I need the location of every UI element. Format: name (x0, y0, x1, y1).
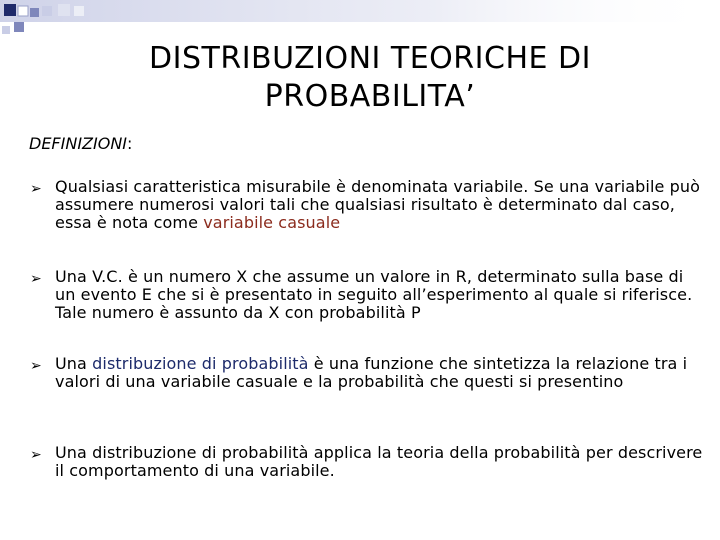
title-line-2: PROBABILITA’ (264, 79, 476, 114)
highlight-term: distribuzione di probabilità (92, 354, 309, 373)
text-segment: Una (55, 354, 93, 373)
arrow-bullet-icon: ➢ (30, 358, 42, 374)
highlight-term: variabile casuale (203, 213, 341, 232)
arrow-bullet-icon: ➢ (30, 271, 42, 287)
text-segment: Una distribuzione di probabilità applica la teoria della probabilità per descrivere il comportamento di una variabile. (55, 443, 703, 480)
list-item-text (55, 268, 705, 322)
page-title (60, 40, 680, 116)
arrow-bullet-icon: ➢ (30, 447, 42, 463)
arrow-bullet-icon: ➢ (30, 181, 42, 197)
text-segment: è una funzione che sintetizza la relazione tra i valori di una variabile casuale e la probabilità che questi si presentino (55, 354, 688, 391)
section-label-colon: : (127, 134, 133, 153)
list-item-text (55, 444, 705, 480)
section-label-text: DEFINIZIONI (29, 134, 127, 153)
text-segment: Una V.C. è un numero X che assume un valore in R, determinato sulla base di un evento E che si è presentato in seguito all’esperimento al quale si riferisce. Tale numero è assunto da X con probabilità P (55, 267, 693, 322)
text-segment: Qualsiasi caratteristica misurabile è denominata variabile. Se una variabile può assumere numerosi valori tali che qualsiasi risultato è determinato dal caso, essa è nota come (55, 177, 701, 232)
section-label (29, 134, 132, 153)
list-item-text (55, 178, 705, 232)
header-decoration (0, 0, 720, 40)
list-item-text (55, 355, 705, 391)
title-line-1: DISTRIBUZIONI TEORICHE DI (149, 41, 591, 76)
